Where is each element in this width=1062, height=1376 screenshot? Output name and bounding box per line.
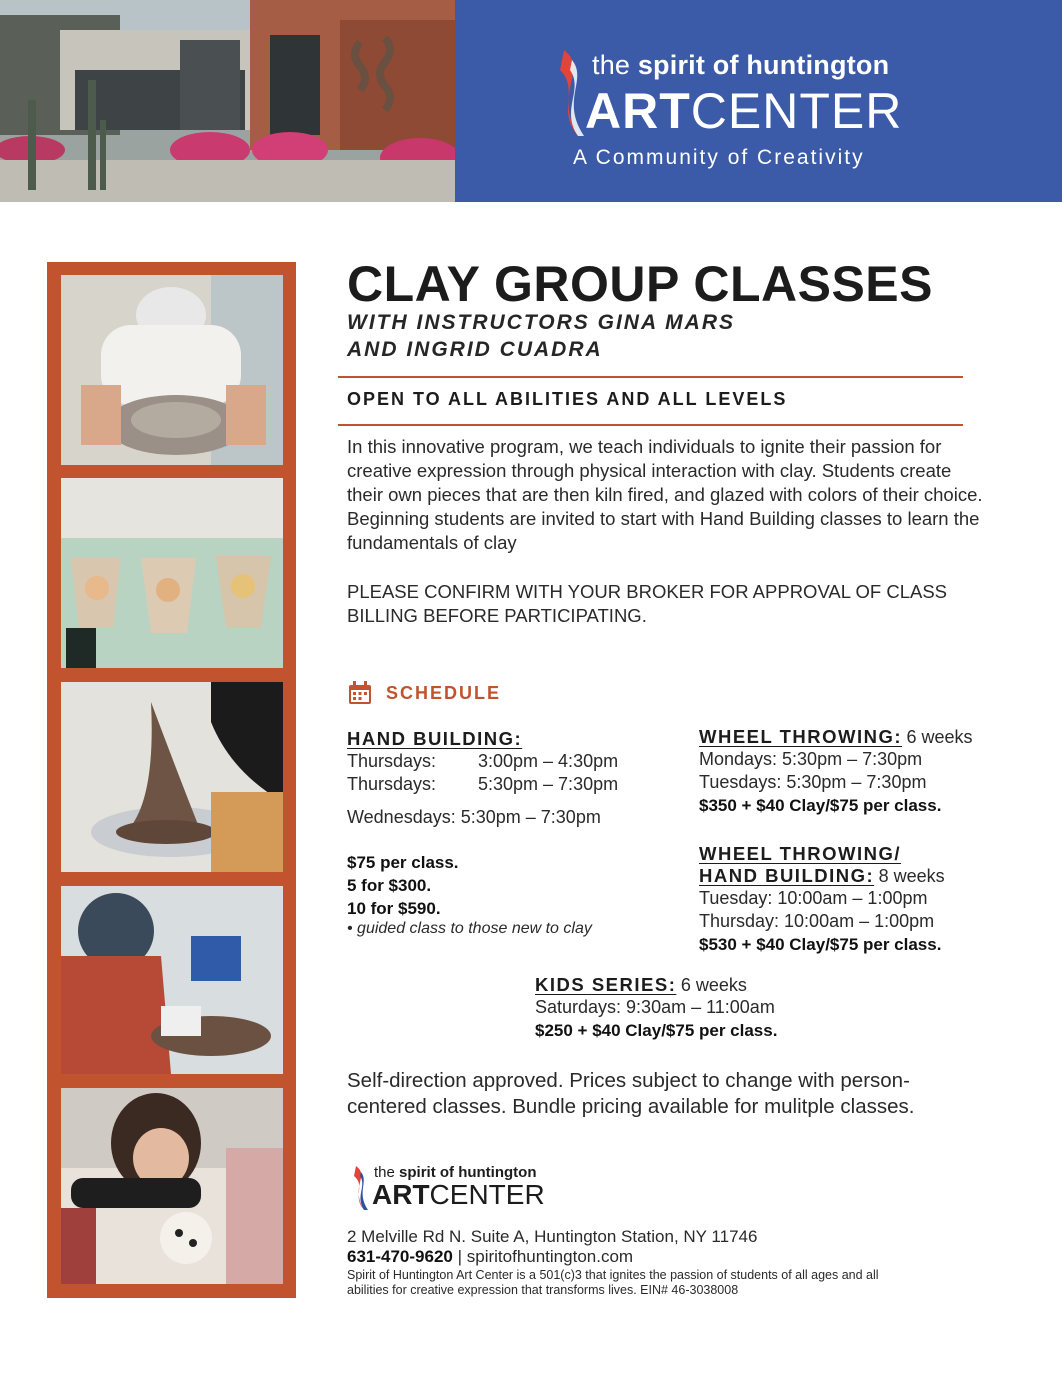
painting-pottery-photo <box>61 1088 283 1284</box>
photo-strip <box>47 262 296 1298</box>
studio-student-photo <box>61 886 283 1074</box>
intro-paragraph: In this innovative program, we teach individuals to ignite their passion for creative expression through physical interaction with clay. Students create their own pieces that are then kiln fired, and glazed with colors of their choice. Beginning students are invited to start with Hand Building classes to learn the fundamentals of clay <box>347 436 983 553</box>
hand-building-row-1: Thursdays: 3:00pm – 4:30pm <box>347 751 619 771</box>
divider-top <box>338 376 963 378</box>
wheel-throwing-row-1: Mondays: 5:30pm – 7:30pm <box>699 749 923 769</box>
schedule-heading: SCHEDULE <box>386 683 502 703</box>
subtitle-line-2: AND INGRID CUADRA <box>347 338 603 361</box>
footer-logo <box>350 1164 580 1212</box>
flame-logo-icon-small <box>350 1166 370 1210</box>
hand-building-price-1: $75 per class. <box>347 853 459 872</box>
kids-series-section <box>535 974 777 1042</box>
wheel-throwing-price: $350 + $40 Clay/$75 per class. <box>699 796 942 815</box>
sculpting-photo <box>61 682 283 872</box>
phone-number: 631-470-9620 <box>347 1247 453 1266</box>
abilities-line: OPEN TO ALL ABILITIES AND ALL LEVELS <box>347 389 788 409</box>
building-photo <box>0 0 455 202</box>
calendar-icon <box>348 681 372 705</box>
wheel-hand-duration: 8 weeks <box>878 866 945 886</box>
building-illustration <box>0 0 455 202</box>
hand-building-note: • guided class to those new to clay <box>347 920 592 937</box>
divider-bottom <box>338 424 963 426</box>
hand-building-price-2: 5 for $300. <box>347 876 432 895</box>
kids-series-price: $250 + $40 Clay/$75 per class. <box>535 1021 778 1040</box>
header-banner <box>455 0 1062 202</box>
footer-logo-wordmark: ARTCENTER <box>372 1179 545 1210</box>
page-title: CLAY GROUP CLASSES <box>347 256 934 312</box>
wheel-hand-heading-2: HAND BUILDING: <box>699 865 875 886</box>
subtitle-line-1: WITH INSTRUCTORS GINA MARS <box>347 311 735 334</box>
website: | spiritofhuntington.com <box>457 1247 634 1266</box>
kids-series-duration: 6 weeks <box>680 975 747 995</box>
logo-wordmark: ARTCENTER <box>585 83 903 139</box>
flame-logo-icon <box>550 50 590 136</box>
address: 2 Melville Rd N. Suite A, Huntington Station, NY 11746 <box>347 1227 758 1246</box>
hand-building-price-3: 10 for $590. <box>347 899 441 918</box>
wheel-hand-row-1: Tuesday: 10:00am – 1:00pm <box>699 888 928 908</box>
wheel-throwing-row-2: Tuesdays: 5:30pm – 7:30pm <box>699 772 927 792</box>
hand-building-row-3: Wednesdays: 5:30pm – 7:30pm <box>347 807 601 827</box>
broker-notice: PLEASE CONFIRM WITH YOUR BROKER FOR APPROVAL OF CLASS BILLING BEFORE PARTICIPATING. <box>347 581 947 626</box>
logo-name: the spirit of huntington <box>592 50 890 80</box>
wheel-throwing-duration: 6 weeks <box>906 727 973 747</box>
wheel-hand-heading-1: WHEEL THROWING/ <box>699 843 902 864</box>
hand-building-section <box>347 728 618 938</box>
wheel-throwing-section <box>699 726 973 817</box>
hand-building-heading: HAND BUILDING: <box>347 728 523 749</box>
wheel-throwing-heading: WHEEL THROWING: <box>699 726 903 747</box>
wheel-throwing-photo <box>61 275 283 465</box>
kids-series-row-1: Saturdays: 9:30am – 11:00am <box>535 997 775 1017</box>
wheel-hand-section <box>699 843 945 956</box>
glazed-pots-photo <box>61 478 283 668</box>
wheel-hand-row-2: Thursday: 10:00am – 1:00pm <box>699 911 935 931</box>
wheel-hand-price: $530 + $40 Clay/$75 per class. <box>699 935 942 954</box>
footer-logo-name: the spirit of huntington <box>374 1164 537 1181</box>
kids-series-heading: KIDS SERIES: <box>535 974 677 995</box>
self-direction-note: Self-direction approved. Prices subject to change with person-centered classes. Bundle pricing available for mulitple classes. <box>347 1069 915 1118</box>
fine-print: Spirit of Huntington Art Center is a 501(c)3 that ignites the passion of students of all ages and all abilities for creative expression that transforms lives. EIN# 46-3038008 <box>347 1268 879 1297</box>
tagline: A Community of Creativity <box>573 146 865 169</box>
hand-building-row-2: Thursdays: 5:30pm – 7:30pm <box>347 774 619 794</box>
contact-line <box>347 1247 633 1267</box>
